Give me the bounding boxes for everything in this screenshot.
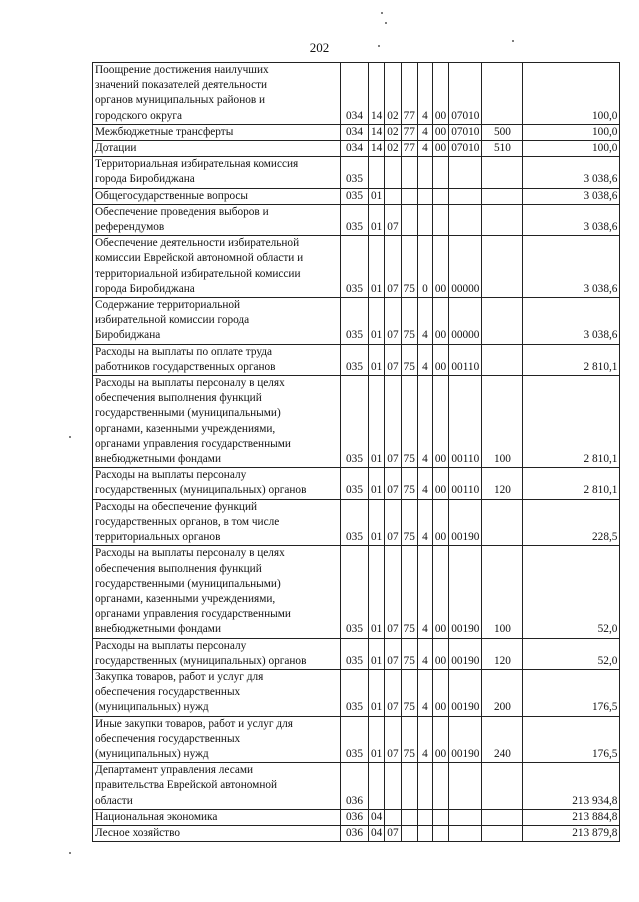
main-event-code-cell: 00 [432, 546, 448, 638]
direction-code-cell: 00190 [449, 546, 482, 638]
item-name-line: значений показателей деятельности [95, 79, 268, 92]
subprogram-code-cell [417, 188, 432, 204]
subprogram-code-cell: 4 [417, 638, 432, 669]
item-name-cell [93, 204, 341, 235]
item-name-line: избирательной комиссии города [95, 314, 250, 327]
item-name-line: комиссии Еврейской автономной области и [95, 252, 304, 265]
amount-cell: 228,5 [523, 499, 620, 546]
subsection-code-cell: 02 [385, 141, 401, 157]
item-name-line: Биробиджана [95, 329, 161, 342]
item-name-line: Расходы на выплаты персоналу в целях [95, 377, 285, 390]
section-code-cell: 01 [369, 236, 385, 298]
amount-cell: 3 038,6 [523, 298, 620, 345]
main-event-code-cell: 00 [432, 716, 448, 763]
program-code-cell: 75 [401, 546, 417, 638]
subsection-code-cell: 07 [385, 546, 401, 638]
section-code-cell [369, 157, 385, 188]
table-row [93, 298, 620, 345]
item-name-cell [93, 344, 341, 375]
item-name-line: города Биробиджана [95, 173, 195, 186]
main-event-code-cell [432, 204, 448, 235]
scan-speck [381, 12, 383, 14]
subprogram-code-cell: 4 [417, 124, 432, 140]
item-name-line: обеспечения выполнения функций [95, 562, 262, 575]
expense-type-cell [482, 188, 523, 204]
table-row [93, 344, 620, 375]
ministry-code-cell: 035 [341, 638, 369, 669]
subprogram-code-cell: 4 [417, 499, 432, 546]
program-code-cell: 75 [401, 376, 417, 468]
subsection-code-cell: 02 [385, 63, 401, 125]
item-name-line: государственных органов, в том числе [95, 515, 280, 528]
item-name-cell [93, 124, 341, 140]
item-name-line: Национальная экономика [95, 810, 218, 823]
subprogram-code-cell [417, 204, 432, 235]
ministry-code-cell: 035 [341, 669, 369, 716]
item-name-line: Закупка товаров, работ и услуг для [95, 670, 264, 683]
item-name-line: органами, казенными учреждениями, [95, 422, 276, 435]
item-name-cell [93, 157, 341, 188]
subsection-code-cell: 02 [385, 124, 401, 140]
subprogram-code-cell: 4 [417, 716, 432, 763]
subsection-code-cell: 07 [385, 376, 401, 468]
main-event-code-cell: 00 [432, 468, 448, 499]
direction-code-cell: 00190 [449, 716, 482, 763]
direction-code-cell: 07010 [449, 141, 482, 157]
amount-cell: 100,0 [523, 63, 620, 125]
table-row [93, 716, 620, 763]
expense-type-cell: 240 [482, 716, 523, 763]
table-row [93, 141, 620, 157]
item-name-line: внебюджетными фондами [95, 623, 221, 636]
program-code-cell: 75 [401, 298, 417, 345]
table-row [93, 63, 620, 125]
section-code-cell: 01 [369, 716, 385, 763]
table-row [93, 468, 620, 499]
page-number: 202 [309, 40, 330, 55]
subprogram-code-cell: 4 [417, 669, 432, 716]
subprogram-code-cell: 4 [417, 63, 432, 125]
program-code-cell [401, 763, 417, 810]
program-code-cell [401, 157, 417, 188]
direction-code-cell: 07010 [449, 63, 482, 125]
item-name-line: Лесное хозяйство [95, 826, 180, 839]
ministry-code-cell: 035 [341, 499, 369, 546]
subsection-code-cell: 07 [385, 236, 401, 298]
direction-code-cell [449, 763, 482, 810]
item-name-line: области [95, 794, 133, 807]
item-name-line: обеспечения выполнения функций [95, 392, 262, 405]
amount-cell: 2 810,1 [523, 468, 620, 499]
subsection-code-cell: 07 [385, 716, 401, 763]
item-name-line: органами, казенными учреждениями, [95, 592, 276, 605]
section-code-cell: 14 [369, 141, 385, 157]
main-event-code-cell [432, 809, 448, 825]
subprogram-code-cell: 4 [417, 546, 432, 638]
item-name-cell [93, 716, 341, 763]
amount-cell: 176,5 [523, 669, 620, 716]
program-code-cell: 77 [401, 124, 417, 140]
amount-cell: 2 810,1 [523, 376, 620, 468]
amount-cell: 3 038,6 [523, 188, 620, 204]
scan-speck [378, 45, 380, 47]
program-code-cell: 75 [401, 638, 417, 669]
ministry-code-cell: 035 [341, 546, 369, 638]
item-name-line: Территориальная избирательная комиссия [95, 158, 299, 171]
direction-code-cell: 00110 [449, 468, 482, 499]
main-event-code-cell: 00 [432, 344, 448, 375]
expense-type-cell: 100 [482, 546, 523, 638]
table-row [93, 669, 620, 716]
amount-cell: 3 038,6 [523, 204, 620, 235]
section-code-cell: 01 [369, 204, 385, 235]
program-code-cell: 75 [401, 499, 417, 546]
item-name-line: (муниципальных) нужд [95, 747, 209, 760]
budget-table [92, 62, 620, 842]
subprogram-code-cell: 4 [417, 468, 432, 499]
item-name-cell [93, 638, 341, 669]
expense-type-cell [482, 157, 523, 188]
table-row [93, 809, 620, 825]
amount-cell: 2 810,1 [523, 344, 620, 375]
expense-type-cell [482, 204, 523, 235]
item-name-cell [93, 188, 341, 204]
amount-cell: 213 934,8 [523, 763, 620, 810]
item-name-line: Обеспечение деятельности избирательной [95, 237, 300, 250]
item-name-cell [93, 468, 341, 499]
subprogram-code-cell [417, 157, 432, 188]
subsection-code-cell [385, 763, 401, 810]
table-row [93, 157, 620, 188]
table-row [93, 499, 620, 546]
item-name-line: государственных (муниципальных) органов [95, 654, 307, 667]
main-event-code-cell: 00 [432, 376, 448, 468]
scan-speck [69, 436, 71, 438]
subprogram-code-cell [417, 809, 432, 825]
program-code-cell: 75 [401, 669, 417, 716]
subprogram-code-cell [417, 825, 432, 841]
item-name-line: обеспечения государственных [95, 686, 241, 699]
item-name-line: Расходы на обеспечение функций [95, 500, 258, 513]
direction-code-cell [449, 157, 482, 188]
ministry-code-cell: 036 [341, 809, 369, 825]
amount-cell: 52,0 [523, 546, 620, 638]
expense-type-cell [482, 825, 523, 841]
amount-cell: 100,0 [523, 141, 620, 157]
amount-cell: 176,5 [523, 716, 620, 763]
section-code-cell: 01 [369, 344, 385, 375]
table-row [93, 638, 620, 669]
ministry-code-cell: 035 [341, 344, 369, 375]
item-name-cell [93, 298, 341, 345]
ministry-code-cell: 035 [341, 236, 369, 298]
main-event-code-cell: 00 [432, 499, 448, 546]
direction-code-cell: 00190 [449, 499, 482, 546]
section-code-cell: 01 [369, 669, 385, 716]
item-name-cell [93, 63, 341, 125]
table-row [93, 204, 620, 235]
expense-type-cell: 120 [482, 468, 523, 499]
scan-speck [512, 40, 514, 42]
item-name-line: Расходы на выплаты персоналу в целях [95, 547, 285, 560]
main-event-code-cell: 00 [432, 638, 448, 669]
direction-code-cell: 07010 [449, 124, 482, 140]
program-code-cell: 75 [401, 468, 417, 499]
item-name-line: органов муниципальных районов и [95, 94, 266, 107]
subsection-code-cell [385, 188, 401, 204]
subsection-code-cell: 07 [385, 344, 401, 375]
program-code-cell: 77 [401, 63, 417, 125]
item-name-cell [93, 669, 341, 716]
item-name-cell [93, 546, 341, 638]
table-body [93, 63, 620, 842]
main-event-code-cell [432, 157, 448, 188]
amount-cell: 3 038,6 [523, 157, 620, 188]
ministry-code-cell: 035 [341, 188, 369, 204]
item-name-line: Поощрение достижения наилучших [95, 64, 269, 76]
item-name-line: Обеспечение проведения выборов и [95, 205, 269, 218]
subsection-code-cell [385, 157, 401, 188]
program-code-cell [401, 188, 417, 204]
item-name-line: государственных (муниципальных) органов [95, 484, 307, 497]
program-code-cell: 77 [401, 141, 417, 157]
direction-code-cell: 00000 [449, 236, 482, 298]
item-name-line: работников государственных органов [95, 360, 276, 373]
scan-speck [385, 22, 387, 24]
item-name-line: органами управления государственными [95, 608, 291, 621]
item-name-line: Межбюджетные трансферты [95, 125, 234, 138]
main-event-code-cell [432, 763, 448, 810]
item-name-cell [93, 825, 341, 841]
section-code-cell: 01 [369, 638, 385, 669]
ministry-code-cell: 034 [341, 141, 369, 157]
item-name-line: государственными (муниципальными) [95, 407, 281, 420]
ministry-code-cell: 035 [341, 204, 369, 235]
section-code-cell: 14 [369, 63, 385, 125]
program-code-cell: 75 [401, 236, 417, 298]
item-name-line: территориальной избирательной комиссии [95, 267, 301, 280]
item-name-line: государственными (муниципальными) [95, 577, 281, 590]
direction-code-cell [449, 825, 482, 841]
program-code-cell [401, 809, 417, 825]
ministry-code-cell: 035 [341, 716, 369, 763]
amount-cell: 213 884,8 [523, 809, 620, 825]
item-name-line: Расходы на выплаты персоналу [95, 469, 247, 482]
main-event-code-cell [432, 188, 448, 204]
amount-cell: 100,0 [523, 124, 620, 140]
subsection-code-cell: 07 [385, 825, 401, 841]
item-name-cell [93, 236, 341, 298]
section-code-cell: 04 [369, 825, 385, 841]
expense-type-cell: 120 [482, 638, 523, 669]
direction-code-cell [449, 204, 482, 235]
amount-cell: 213 879,8 [523, 825, 620, 841]
expense-type-cell [482, 344, 523, 375]
ministry-code-cell: 036 [341, 763, 369, 810]
item-name-line: референдумов [95, 221, 165, 234]
expense-type-cell: 100 [482, 376, 523, 468]
item-name-line: территориальных органов [95, 531, 221, 544]
item-name-line: (муниципальных) нужд [95, 701, 209, 714]
section-code-cell: 01 [369, 499, 385, 546]
section-code-cell: 14 [369, 124, 385, 140]
direction-code-cell: 00110 [449, 344, 482, 375]
expense-type-cell [482, 499, 523, 546]
ministry-code-cell: 034 [341, 63, 369, 125]
ministry-code-cell: 035 [341, 157, 369, 188]
direction-code-cell: 00110 [449, 376, 482, 468]
item-name-line: Содержание территориальной [95, 299, 241, 312]
item-name-cell [93, 763, 341, 810]
main-event-code-cell: 00 [432, 124, 448, 140]
item-name-line: Иные закупки товаров, работ и услуг для [95, 717, 293, 730]
table-row [93, 376, 620, 468]
table-row [93, 763, 620, 810]
expense-type-cell [482, 236, 523, 298]
main-event-code-cell: 00 [432, 141, 448, 157]
subsection-code-cell: 07 [385, 499, 401, 546]
section-code-cell: 01 [369, 546, 385, 638]
direction-code-cell: 00000 [449, 298, 482, 345]
table-row [93, 188, 620, 204]
item-name-cell [93, 499, 341, 546]
item-name-line: Департамент управления лесами [95, 764, 254, 777]
section-code-cell: 01 [369, 298, 385, 345]
expense-type-cell [482, 298, 523, 345]
item-name-cell [93, 141, 341, 157]
subprogram-code-cell: 4 [417, 344, 432, 375]
subprogram-code-cell: 4 [417, 376, 432, 468]
table-row [93, 236, 620, 298]
section-code-cell: 01 [369, 188, 385, 204]
expense-type-cell: 500 [482, 124, 523, 140]
expense-type-cell [482, 63, 523, 125]
main-event-code-cell: 00 [432, 298, 448, 345]
subprogram-code-cell: 4 [417, 298, 432, 345]
item-name-cell [93, 809, 341, 825]
subsection-code-cell: 07 [385, 298, 401, 345]
amount-cell: 52,0 [523, 638, 620, 669]
subsection-code-cell [385, 809, 401, 825]
subsection-code-cell: 07 [385, 669, 401, 716]
main-event-code-cell: 00 [432, 669, 448, 716]
item-name-cell [93, 376, 341, 468]
ministry-code-cell: 035 [341, 468, 369, 499]
section-code-cell [369, 763, 385, 810]
ministry-code-cell: 035 [341, 376, 369, 468]
program-code-cell: 75 [401, 716, 417, 763]
ministry-code-cell: 035 [341, 298, 369, 345]
expense-type-cell: 200 [482, 669, 523, 716]
program-code-cell [401, 825, 417, 841]
section-code-cell: 04 [369, 809, 385, 825]
subsection-code-cell: 07 [385, 638, 401, 669]
subsection-code-cell: 07 [385, 204, 401, 235]
scan-speck [69, 852, 71, 854]
table-row [93, 546, 620, 638]
item-name-line: города Биробиджана [95, 282, 195, 295]
ministry-code-cell: 036 [341, 825, 369, 841]
subprogram-code-cell: 4 [417, 141, 432, 157]
expense-type-cell [482, 809, 523, 825]
subprogram-code-cell [417, 763, 432, 810]
direction-code-cell [449, 809, 482, 825]
amount-cell: 3 038,6 [523, 236, 620, 298]
subprogram-code-cell: 0 [417, 236, 432, 298]
item-name-line: Дотации [95, 142, 137, 155]
item-name-line: городского округа [95, 109, 183, 122]
item-name-line: Расходы на выплаты по оплате труда [95, 345, 273, 358]
main-event-code-cell [432, 825, 448, 841]
table-row [93, 825, 620, 841]
section-code-cell: 01 [369, 376, 385, 468]
subsection-code-cell: 07 [385, 468, 401, 499]
item-name-line: Общегосударственные вопросы [95, 189, 248, 202]
section-code-cell: 01 [369, 468, 385, 499]
expense-type-cell: 510 [482, 141, 523, 157]
item-name-line: внебюджетными фондами [95, 453, 221, 466]
item-name-line: Расходы на выплаты персоналу [95, 639, 247, 652]
item-name-line: правительства Еврейской автономной [95, 779, 278, 792]
item-name-line: обеспечения государственных [95, 732, 241, 745]
ministry-code-cell: 034 [341, 124, 369, 140]
program-code-cell [401, 204, 417, 235]
expense-type-cell [482, 763, 523, 810]
direction-code-cell [449, 188, 482, 204]
direction-code-cell: 00190 [449, 669, 482, 716]
main-event-code-cell: 00 [432, 236, 448, 298]
program-code-cell: 75 [401, 344, 417, 375]
table-row [93, 124, 620, 140]
item-name-line: органами управления государственными [95, 437, 291, 450]
main-event-code-cell: 00 [432, 63, 448, 125]
direction-code-cell: 00190 [449, 638, 482, 669]
